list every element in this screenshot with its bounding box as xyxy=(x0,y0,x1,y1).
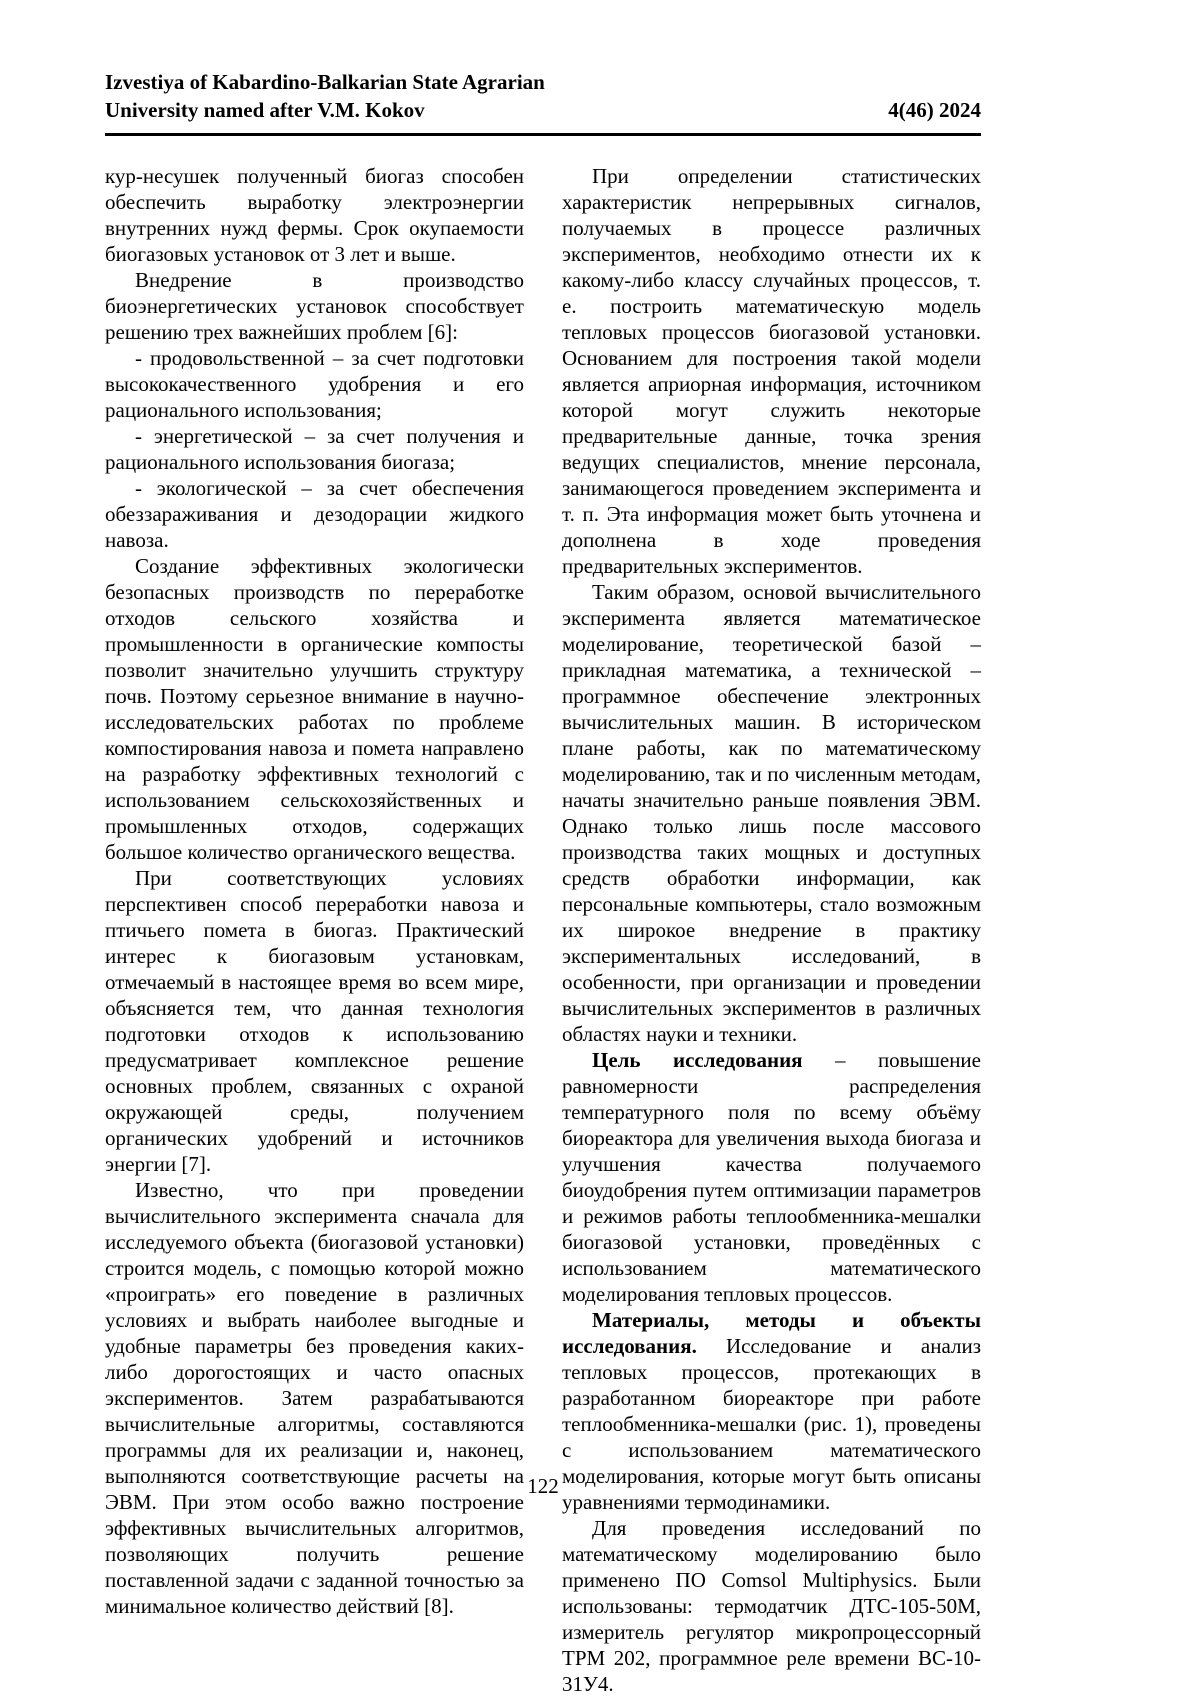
journal-title xyxy=(105,68,545,124)
paragraph xyxy=(562,1047,981,1307)
journal-title-line2: University named after V.M. Kokov xyxy=(105,98,425,122)
header-divider xyxy=(105,133,981,136)
journal-title-line1: Izvestiya of Kabardino-Balkarian State Agrarian xyxy=(105,70,545,94)
paragraph: Известно, что при проведении вычислительного эксперимента сначала для исследуемого объекта (биогазовой установки) строится модель, с помощью которой можно «проиграть» его поведение в различных условиях и выбрать наиболее выгодные и удобные параметры без проведения каких-либо дорогостоящих и часто опасных экспериментов. Затем разрабатываются вычислительные алгоритмы, составляются программы для их реализации и, наконец, выполняются соответствующие расчеты на ЭВМ. При этом особо важно построение эффективных вычислительных алгоритмов, позволяющих получить решение поставленной задачи с заданной точностью за минимальное количество действий [8]. xyxy=(105,1178,524,1618)
paragraph: Для проведения исследований по математическому моделированию было применено ПО Comsol Multiphysics. Были использованы: термодатчик ДТС-105-50М, измеритель регулятор микропроцессорный ТРМ 202, программное реле времени ВС-10-31У4. xyxy=(562,1516,981,1696)
paragraph: Таким образом, основой вычислительного эксперимента является математическое моделирование, теоретической базой – прикладная математика, а технической – программное обеспечение электронных вычислительных машин. В историческом плане работы, как по математическому моделированию, так и по численным методам, начаты значительно раньше появления ЭВМ. Однако только лишь после массового производства таких мощных и доступных средств обработки информации, как персональные компьютеры, стало возможным их широкое внедрение в практику экспериментальных исследований, в особенности, при организации и проведении вычислительных экспериментов в различных областях науки и техники. xyxy=(562,580,981,1046)
list-item-paragraph: - энергетической – за счет получения и рационального использования биогаза; xyxy=(105,424,524,474)
paragraph-text: – повышение равномерности распределения температурного поля по всему объёму биореактора для увеличения выхода биогаза и улучшения качества получаемого биоудобрения путем оптимизации параметров и режимов работы теплообменника-мешалки биогазовой установки, проведённых с использованием математического моделирования тепловых процессов. xyxy=(562,1048,981,1306)
left-column xyxy=(105,163,524,1697)
paragraph-lead: Материалы, методы и объекты исследования. xyxy=(562,1308,981,1358)
paragraph-lead: Цель исследования xyxy=(592,1048,803,1072)
paragraph: При соответствующих условиях перспективен способ переработки навоза и птичьего помета в биогаз. Практический интерес к биогазовым установкам, отмечаемый в настоящее время во всем мире, объясняется тем, что данная технология подготовки отходов к использованию предусматривает комплексное решение основных проблем, связанных с охраной окружающей среды, получением органических удобрений и источников энергии [7]. xyxy=(105,866,524,1176)
paragraph: Внедрение в производство биоэнергетических установок способствует решению трех важнейших проблем [6]: xyxy=(105,268,524,344)
paragraph: При определении статистических характеристик непрерывных сигналов, получаемых в процессе различных экспериментов, необходимо отнести их к какому-либо классу случайных процессов, т. е. построить математическую модель тепловых процессов биогазовой установки. Основанием для построения такой модели является априорная информация, источником которой могут служить некоторые предварительные данные, точка зрения ведущих специалистов, мнение персонала, занимающегося проведением эксперимента и т. п. Эта информация может быть уточнена и дополнена в ходе проведения предварительных экспериментов. xyxy=(562,164,981,578)
list-item-paragraph: - экологической – за счет обеспечения обеззараживания и дезодорации жидкого навоза. xyxy=(105,476,524,552)
paragraph: Создание эффективных экологически безопасных производств по переработке отходов сельского хозяйства и промышленности в органические компосты позволит значительно улучшить структуру почв. Поэтому серьезное внимание в научно-исследовательских работах по проблеме компостирования навоза и помета направлено на разработку эффективных технологий с использованием сельскохозяйственных и промышленных отходов, содержащих большое количество органического вещества. xyxy=(105,554,524,864)
text-columns xyxy=(105,163,981,1697)
paragraph-text: Исследование и анализ тепловых процессов, протекающих в разработанном биореакторе при работе теплообменника-мешалки (рис. 1), проведены с использованием математического моделирования, которые могут быть описаны уравнениями термодинамики. xyxy=(562,1334,981,1514)
page-content xyxy=(105,68,981,1697)
list-item-paragraph: - продовольственной – за счет подготовки высококачественного удобрения и его рационального использования; xyxy=(105,346,524,422)
page-header xyxy=(105,68,981,124)
paragraph: кур-несушек полученный биогаз способен обеспечить выработку электроэнергии внутренних нужд фермы. Срок окупаемости биогазовых установок от 3 лет и выше. xyxy=(105,164,524,266)
right-column xyxy=(562,163,981,1697)
issue-number: 4(46) 2024 xyxy=(888,98,981,122)
page-number: 122 xyxy=(527,1474,559,1498)
